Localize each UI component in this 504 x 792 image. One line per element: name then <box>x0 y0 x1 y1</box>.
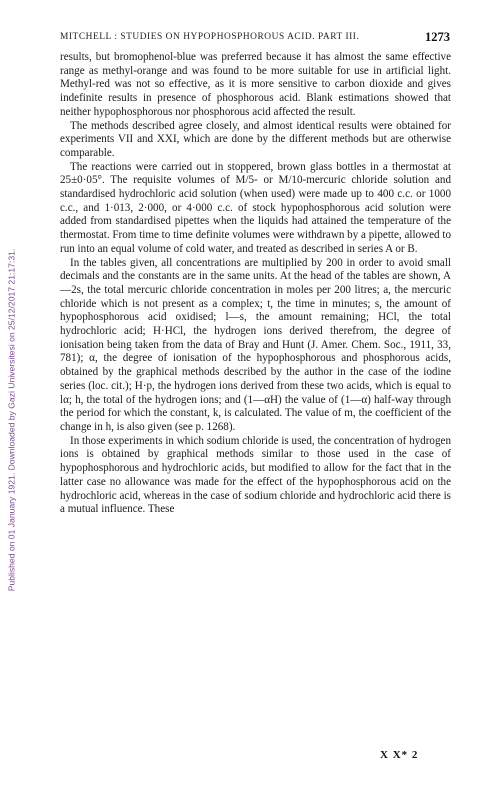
paragraph-3: The reactions were carried out in stoppered, brown glass bottles in a thermostat at 25±0·05°. The requisite volumes of M/5- or M/10-mercuric chloride solution and standardised hydrochloric acid solution (when used) were made up to 400 c.c. or 1000 c.c., and 1·013, 2·000, or 4·000 c.c. of stock hypophosphorous acid solution were added from standardised pipettes when the liquids had attained the temperature of the thermostat. From time to time definite volumes were withdrawn by a pipette, allowed to run into an equal volume of cold water, and treated as described in series A or B. <box>60 160 451 255</box>
page-number: 1273 <box>425 30 450 44</box>
signature-mark: X X* 2 <box>380 749 419 761</box>
running-title: MITCHELL : STUDIES ON HYPOPHOSPHOROUS ACID. PART III. <box>60 32 360 42</box>
paragraph-5: In those experiments in which sodium chloride is used, the concentration of hydrogen ions is obtained by graphical methods similar to those used in the case of hypophosphorous and hydrochloric acids, but modified to allow for the fact that in the latter case no allowance was made for the effect of the hypophosphorous acid on the hydrochloric acid, whereas in the case of sodium chloride and hydrochloric acid there is a mutual influence. These <box>60 434 451 516</box>
page-header <box>60 30 450 46</box>
paragraph-4: In the tables given, all concentrations are multiplied by 200 in order to avoid small decimals and the constants are in the same units. At the head of the tables are shown, A—2s, the total mercuric chloride concentration in moles per 200 litres; a, the mercuric chloride which is not present as a complex; t, the time in minutes; s, the amount of hypophosphorous acid oxidised; l—s, the amount remaining; HCl, the total hydrochloric acid; H·HCl, the hydrogen ions derived therefrom, the degree of ionisation being taken from the data of Bray and Hunt (J. Amer. Chem. Soc., 1911, 33, 781); α, the degree of ionisation of the hypophosphorous and phosphorous acids, obtained by the graphical methods described by the author in the case of the iodine series (loc. cit.); H·p, the hydrogen ions derived from these two acids, which is equal to lα; h, the total of the hydrogen ions; and (1—αH) the value of (1—α) half-way through the period for which the constant, k, is calculated. The value of m, the coefficient of the change in h, is also given (see p. 1268). <box>60 256 451 433</box>
article-body <box>60 51 451 517</box>
download-watermark <box>4 100 18 740</box>
paragraph-1: results, but bromophenol-blue was preferred because it has almost the same effective range as methyl-orange and was found to be more suitable for use in artificial light. Methyl-red was not so effective, as it is more sensitive to carbon dioxide and gives indefinite results in presence of phosphorous acid. Blank estimations showed that neither hypophosphorous nor phosphorous acid affected the result. <box>60 51 451 118</box>
download-watermark-text: Published on 01 January 1921. Downloaded by Gazi Universitesi on 25/12/2017 21:17:31. <box>6 248 16 592</box>
paragraph-2: The methods described agree closely, and almost identical results were obtained for experiments VII and XXI, which are done by the different methods but are otherwise comparable. <box>60 119 451 159</box>
